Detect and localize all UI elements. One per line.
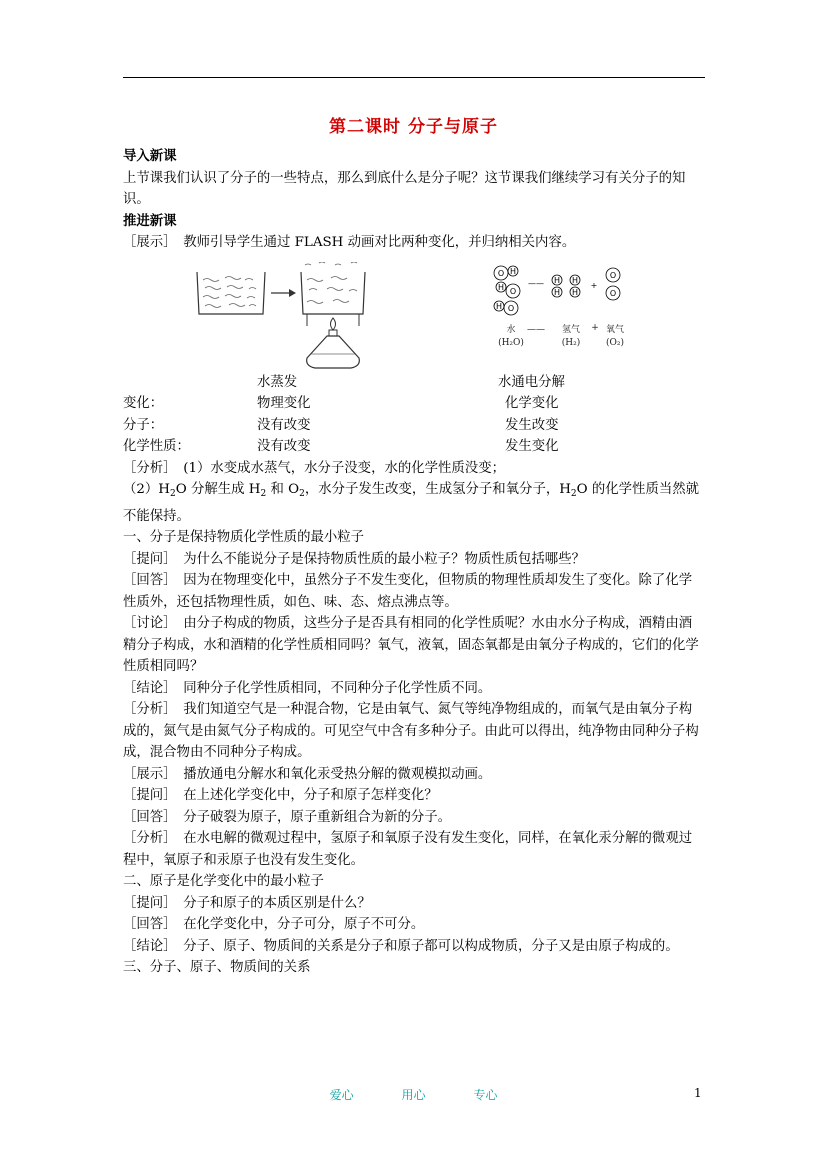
svg-text:(H₂): (H₂) — [561, 337, 581, 348]
answer-paragraph: ［回答］ 在化学变化中，分子可分，原子不可分。 — [123, 917, 425, 932]
compare-row: 化学性质： 没有改变 发生变化 — [123, 439, 559, 454]
figure-area — [123, 254, 705, 372]
analysis-paragraph-1b: $(2)H_2O$ 分解生成 $H_2$ 和 $O_2$，水分子发生改变，生成氢分子和氧分子，$H_2O$ 的化学性质当然就不能保持。 — [123, 482, 700, 524]
svg-text:——: —— — [528, 278, 544, 288]
compare-row: 变化： 物理变化 化学变化 — [123, 396, 559, 411]
svg-text:H: H — [571, 287, 579, 297]
answer-paragraph: ［回答］ 分子破裂为原子，原子重新组合为新的分子。 — [123, 809, 452, 825]
evaporation-illustration — [195, 262, 375, 374]
svg-text:O: O — [609, 270, 617, 280]
svg-text:水: 水 — [506, 324, 516, 335]
section-heading-3: 三、分子、原子、物质间的关系 — [123, 960, 311, 975]
svg-text:H: H — [571, 275, 579, 285]
question-paragraph: ［提问］ 为什么不能说分子是保持物质性质的最小粒子？物质性质包括哪些？ — [123, 551, 585, 567]
svg-text:H: H — [495, 301, 503, 311]
answer-paragraph: ［回答］ 因为在物理变化中，虽然分子不发生变化，但物质的物理性质却发生了变化。除了化学性质外，还包括物理性质，如色、味、态、熔点沸点等。 — [123, 573, 693, 610]
intro-heading: 导入新课 — [123, 148, 177, 164]
svg-text:(O₂): (O₂) — [605, 337, 625, 348]
conclusion-paragraph: ［结论］ 分子、原子、物质间的关系是分子和原子都可以构成物质，分子又是由原子构成的。 — [123, 938, 679, 954]
svg-text:O: O — [497, 268, 505, 278]
footer-motto: 爱心 用心 专心 — [329, 1088, 498, 1102]
page-footer — [0, 1086, 827, 1106]
svg-text:H: H — [497, 282, 505, 292]
show-paragraph-1: ［展示］ 教师引导学生通过 FLASH 动画对比两种变化，并归纳相关内容。 — [123, 235, 576, 250]
svg-text:O: O — [509, 286, 517, 296]
caption-electrolysis: 水通电分解 — [498, 374, 565, 390]
page-title: 第二课时 分子与原子 — [329, 117, 498, 137]
section-heading-2: 二、原子是化学变化中的最小粒子 — [123, 874, 324, 889]
svg-text:O: O — [507, 303, 515, 313]
compare-row: 分子： 没有改变 发生改变 — [123, 417, 559, 433]
svg-text:氧气: 氧气 — [605, 324, 625, 335]
electrolysis-molecule-diagram — [491, 258, 641, 358]
svg-text:+: + — [591, 322, 599, 333]
svg-text:O: O — [609, 288, 617, 298]
svg-text:氢气: 氢气 — [561, 324, 581, 335]
discussion-paragraph: ［讨论］ 由分子构成的物质，这些分子是否具有相同的化学性质呢？水由水分子构成，酒精由酒精分子构成，水和酒精的化学性质相同吗？氧气，液氧，固态氧都是由氧分子构成的，它们的化学性质相同吗？ — [123, 616, 699, 674]
document-body — [123, 146, 705, 979]
analysis-paragraph-1a: ［分析］ (1）水变成水蒸气，水分子没变，水的化学性质没变； — [123, 460, 505, 476]
page-number: 1 — [694, 1086, 702, 1100]
figure-captions — [123, 372, 705, 394]
analysis-paragraph-3: ［分析］ 在水电解的微观过程中，氢原子和氧原子没有发生变化，同样，在氧化汞分解的微观过程中，氧原子和汞原子也没有发生变化。 — [123, 831, 693, 868]
show-paragraph-2: ［展示］ 播放通电分解水和氧化汞受热分解的微观模拟动画。 — [123, 766, 492, 782]
question-paragraph: ［提问］ 在上述化学变化中，分子和原子怎样变化？ — [123, 788, 438, 803]
advance-heading: 推进新课 — [123, 212, 177, 229]
question-paragraph: ［提问］ 分子和原子的本质区别是什么？ — [123, 895, 371, 911]
svg-text:(H₂O): (H₂O) — [498, 337, 524, 348]
header-rule — [123, 77, 705, 78]
svg-text:H: H — [553, 287, 561, 297]
svg-text:+: + — [590, 280, 598, 290]
svg-text:H: H — [509, 266, 517, 276]
analysis-paragraph-2: ［分析］ 我们知道空气是一种混合物，它是由氧气、氮气等纯净物组成的，而氧气是由氧分子构成的，氮气是由氮气分子构成的。可见空气中含有多种分子。由此可以得出，纯净物由同种分子构成，混合物由不同种分子构成。 — [123, 702, 699, 760]
caption-evaporation: 水蒸发 — [257, 374, 298, 390]
svg-text:——: —— — [527, 324, 545, 335]
intro-text: 上节课我们认识了分子的一些特点，那么到底什么是分子呢？这节课我们继续学习有关分子的知识。 — [123, 170, 686, 207]
conclusion-paragraph: ［结论］ 同种分子化学性质相同，不同种分子化学性质不同。 — [123, 680, 492, 696]
section-heading-1: 一、分子是保持物质化学性质的最小粒子 — [123, 530, 365, 545]
svg-text:H: H — [553, 275, 561, 285]
